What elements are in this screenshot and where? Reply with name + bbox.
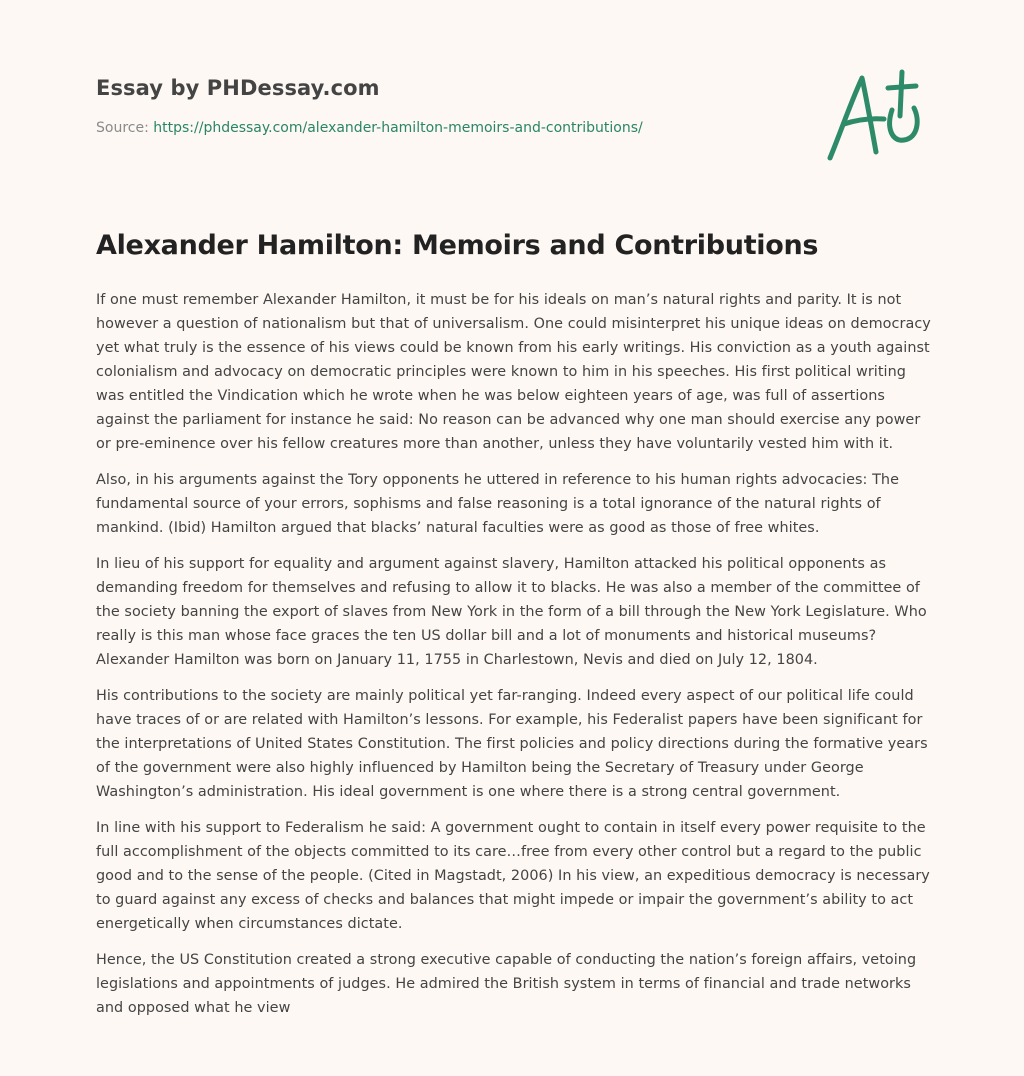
source-label: Source: [96,120,154,136]
a-plus-grade-icon [820,66,930,166]
document-header [96,76,736,136]
brand-title: Essay by PHDessay.com [96,76,380,100]
source-link[interactable]: https://phdessay.com/alexander-hamilton-memoirs-and-contributions/ [153,120,643,136]
essay-paragraph: Hence, the US Constitution created a strong executive capable of conducting the nation’s foreign affairs, vetoing legislations and appointments of judges. He admired the British system in terms of financial and trade networks and opposed what he view [96,952,917,1016]
essay-paragraph: In line with his support to Federalism he said: A government ought to contain in itself every power requisite to the full accomplishment of the objects committed to its care…free from every other control but a regard to the public good and to the sense of the people. (Cited in Magstadt, 2006) In his view, an expeditious democracy is necessary to guard against any excess of checks and balances that might impede or impair the government’s ability to act energetically when circumstances dictate. [96,820,930,932]
source-line [96,120,736,136]
essay-title: Alexander Hamilton: Memoirs and Contributions [96,230,819,261]
essay-paragraph: His contributions to the society are mainly political yet far-ranging. Indeed every aspect of our political life could have traces of or are related with Hamilton’s lessons. For example, his Federalist papers have been significant for the interpretations of United States Constitution. The first policies and policy directions during the formative years of the government were also highly influenced by Hamilton being the Secretary of Treasury under George Washington’s administration. His ideal government is one where there is a strong central government. [96,688,928,800]
essay-body [96,224,936,1032]
essay-paragraph: In lieu of his support for equality and argument against slavery, Hamilton attacked his political opponents as demanding freedom for themselves and refusing to allow it to blacks. He was also a member of the committee of the society banning the export of slaves from New York in the form of a bill through the New York Legislature. Who really is this man whose face graces the ten US dollar bill and a lot of monuments and historical museums? Alexander Hamilton was born on January 11, 1755 in Charlestown, Nevis and died on July 12, 1804. [96,556,927,668]
essay-paragraph: If one must remember Alexander Hamilton, it must be for his ideals on man’s natural rights and parity. It is not however a question of nationalism but that of universalism. One could misinterpret his unique ideas on democracy yet what truly is the essence of his views could be known from his early writings. His conviction as a youth against colonialism and advocacy on democratic principles were known to him in his speeches. His first political writing was entitled the Vindication which he wrote when he was below eighteen years of age, was full of assertions against the parliament for instance he said: No reason can be advanced why one man should exercise any power or pre-eminence over his fellow creatures more than another, unless they have voluntarily vested him with it. [96,292,931,452]
essay-paragraph: Also, in his arguments against the Tory opponents he uttered in reference to his human rights advocacies: The fundamental source of your errors, sophisms and false reasoning is a total ignorance of the natural rights of mankind. (Ibid) Hamilton argued that blacks’ natural faculties were as good as those of free whites. [96,472,899,536]
